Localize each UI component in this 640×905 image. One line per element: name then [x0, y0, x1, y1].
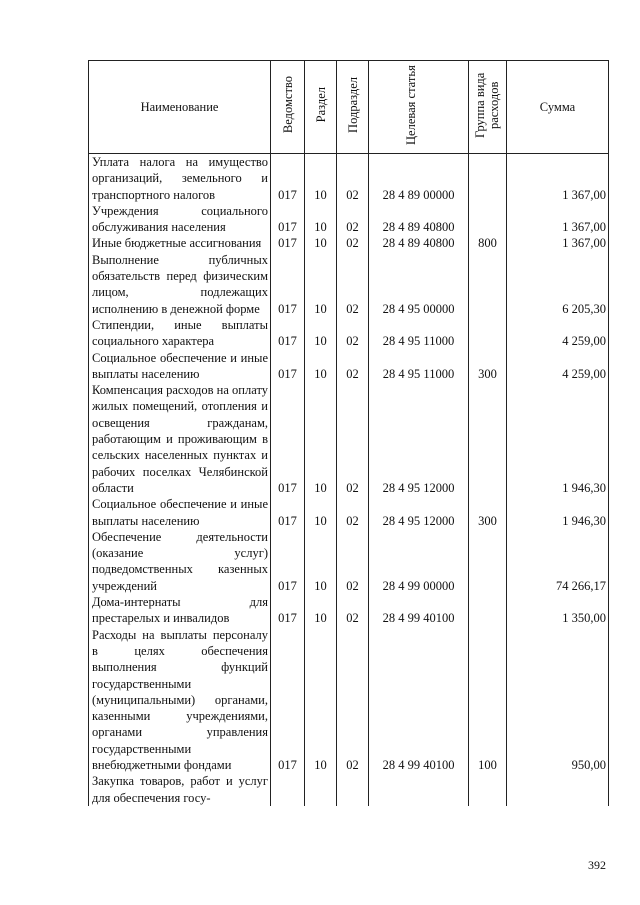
- header-celevaya: Целевая статья: [369, 61, 469, 154]
- cell-vedomstvo: 017: [271, 154, 305, 203]
- page-number: 392: [588, 858, 606, 872]
- cell-summa: 4 259,00: [507, 350, 609, 383]
- cell-podrazdel: 02: [337, 154, 369, 203]
- cell-name: Социальное обеспечение и иные выплаты населению: [89, 350, 271, 383]
- cell-summa: 1 946,30: [507, 382, 609, 496]
- cell-celevaya: 28 4 99 40100: [369, 627, 469, 774]
- cell-name: Компенсация расходов на оплату жилых помещений, отопления и освещения гражданам, работающим и проживающим в сельских населенных пунктах и рабочих поселках Челябинской области: [89, 382, 271, 496]
- cell-razdel: 10: [305, 496, 337, 529]
- cell-podrazdel: 02: [337, 350, 369, 383]
- cell-celevaya: 28 4 95 11000: [369, 350, 469, 383]
- cell-name: Обеспечение деятельности (оказание услуг) подведомственных казенных учреждений: [89, 529, 271, 594]
- cell-celevaya: [369, 773, 469, 806]
- cell-summa: 4 259,00: [507, 317, 609, 350]
- cell-razdel: 10: [305, 203, 337, 236]
- cell-vedomstvo: [271, 773, 305, 806]
- cell-vedomstvo: 017: [271, 594, 305, 627]
- cell-celevaya: 28 4 95 11000: [369, 317, 469, 350]
- table-row: [89, 252, 609, 317]
- cell-gruppa: [469, 529, 507, 594]
- table-body: [89, 154, 609, 806]
- header-razdel: Раздел: [305, 61, 337, 154]
- table-row: [89, 529, 609, 594]
- cell-celevaya: 28 4 89 40800: [369, 203, 469, 236]
- cell-name: Иные бюджетные ассигнования: [89, 235, 271, 251]
- cell-name: Социальное обеспечение и иные выплаты населению: [89, 496, 271, 529]
- cell-razdel: 10: [305, 350, 337, 383]
- cell-celevaya: 28 4 95 12000: [369, 382, 469, 496]
- cell-vedomstvo: 017: [271, 252, 305, 317]
- cell-podrazdel: 02: [337, 317, 369, 350]
- cell-celevaya: 28 4 95 00000: [369, 252, 469, 317]
- cell-razdel: 10: [305, 235, 337, 251]
- header-name: Наименование: [89, 61, 271, 154]
- cell-name: Дома-интернаты для престарелых и инвалидов: [89, 594, 271, 627]
- cell-name: Выполнение публичных обязательств перед физическим лицом, подлежащих исполнению в денежной форме: [89, 252, 271, 317]
- cell-name: Учреждения социального обслуживания населения: [89, 203, 271, 236]
- cell-podrazdel: 02: [337, 496, 369, 529]
- cell-name: Уплата налога на имущество организаций, земельного и транспортного налогов: [89, 154, 271, 203]
- cell-razdel: 10: [305, 154, 337, 203]
- cell-podrazdel: 02: [337, 203, 369, 236]
- table-row: [89, 382, 609, 496]
- cell-name: Закупка товаров, работ и услуг для обеспечения госу-: [89, 773, 271, 806]
- cell-summa: 74 266,17: [507, 529, 609, 594]
- cell-gruppa: [469, 203, 507, 236]
- cell-celevaya: 28 4 89 00000: [369, 154, 469, 203]
- cell-gruppa: [469, 317, 507, 350]
- cell-vedomstvo: 017: [271, 382, 305, 496]
- cell-razdel: 10: [305, 317, 337, 350]
- cell-name: Стипендии, иные выплаты социального характера: [89, 317, 271, 350]
- cell-summa: 1 367,00: [507, 235, 609, 251]
- cell-gruppa: [469, 773, 507, 806]
- cell-podrazdel: 02: [337, 235, 369, 251]
- cell-razdel: 10: [305, 529, 337, 594]
- table-row: [89, 594, 609, 627]
- cell-razdel: 10: [305, 252, 337, 317]
- cell-celevaya: 28 4 99 40100: [369, 594, 469, 627]
- cell-razdel: 10: [305, 594, 337, 627]
- cell-vedomstvo: 017: [271, 529, 305, 594]
- cell-gruppa: [469, 154, 507, 203]
- cell-vedomstvo: 017: [271, 203, 305, 236]
- table-row: [89, 203, 609, 236]
- cell-podrazdel: 02: [337, 382, 369, 496]
- cell-summa: 6 205,30: [507, 252, 609, 317]
- cell-podrazdel: [337, 773, 369, 806]
- table-row: [89, 317, 609, 350]
- cell-summa: [507, 773, 609, 806]
- cell-podrazdel: 02: [337, 529, 369, 594]
- cell-vedomstvo: 017: [271, 496, 305, 529]
- header-vedomstvo: Ведомство: [271, 61, 305, 154]
- cell-podrazdel: 02: [337, 594, 369, 627]
- cell-gruppa: [469, 594, 507, 627]
- header-summa: Сумма: [507, 61, 609, 154]
- cell-summa: 1 350,00: [507, 594, 609, 627]
- budget-table: [88, 60, 609, 806]
- cell-gruppa: 300: [469, 350, 507, 383]
- cell-gruppa: 100: [469, 627, 507, 774]
- cell-razdel: [305, 773, 337, 806]
- header-podrazdel: Подраздел: [337, 61, 369, 154]
- header-gruppa: Группа вида расходов: [469, 61, 507, 154]
- cell-gruppa: [469, 252, 507, 317]
- table-row: [89, 773, 609, 806]
- cell-gruppa: 800: [469, 235, 507, 251]
- cell-summa: 1 367,00: [507, 154, 609, 203]
- table-row: [89, 235, 609, 251]
- cell-summa: 950,00: [507, 627, 609, 774]
- cell-celevaya: 28 4 89 40800: [369, 235, 469, 251]
- cell-razdel: 10: [305, 627, 337, 774]
- table-header-row: [89, 61, 609, 154]
- table-row: [89, 627, 609, 774]
- cell-name: Расходы на выплаты персоналу в целях обеспечения выполнения функций государственными (муниципальными) органами, казенными учреждениями, органами управления государственными внебюджетными фондами: [89, 627, 271, 774]
- cell-gruppa: 300: [469, 496, 507, 529]
- cell-razdel: 10: [305, 382, 337, 496]
- cell-vedomstvo: 017: [271, 235, 305, 251]
- cell-vedomstvo: 017: [271, 317, 305, 350]
- cell-podrazdel: 02: [337, 252, 369, 317]
- cell-gruppa: [469, 382, 507, 496]
- cell-celevaya: 28 4 95 12000: [369, 496, 469, 529]
- cell-summa: 1 367,00: [507, 203, 609, 236]
- table-row: [89, 350, 609, 383]
- cell-podrazdel: 02: [337, 627, 369, 774]
- cell-vedomstvo: 017: [271, 350, 305, 383]
- cell-vedomstvo: 017: [271, 627, 305, 774]
- cell-celevaya: 28 4 99 00000: [369, 529, 469, 594]
- cell-summa: 1 946,30: [507, 496, 609, 529]
- table-row: [89, 154, 609, 203]
- table-row: [89, 496, 609, 529]
